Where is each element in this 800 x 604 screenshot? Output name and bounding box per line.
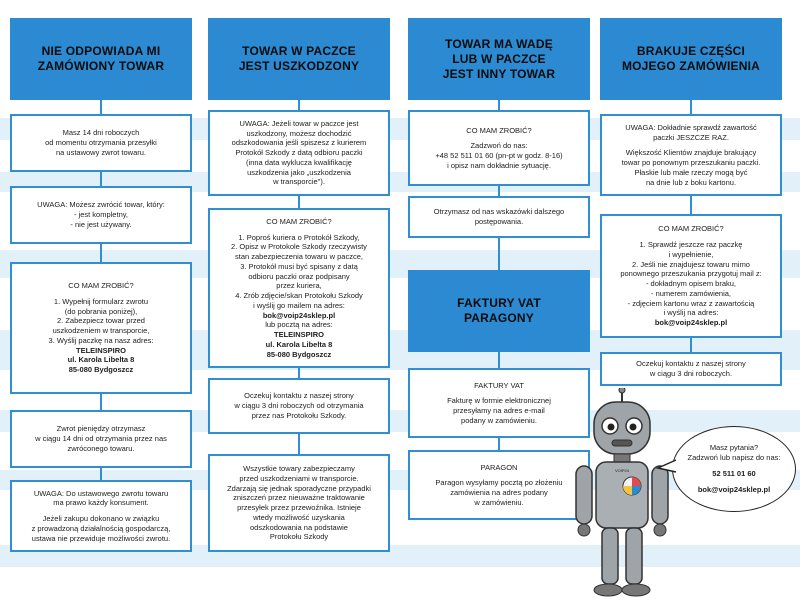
info-box: Oczekuj kontaktu z naszej strony w ciągu 3 dni roboczych.	[600, 352, 782, 386]
robot-mascot	[572, 388, 672, 600]
robot-badge: VOIP24	[614, 468, 630, 473]
contact-phone[interactable]: 52 511 01 60	[712, 469, 756, 478]
contact-email[interactable]: bok@voip24sklep.pl	[697, 485, 771, 495]
info-box: Oczekuj kontaktu z naszej strony w ciągu 3 dni roboczych od otrzymania przez nas Protokołu Szkody.	[208, 378, 390, 434]
info-box: Otrzymasz od nas wskazówki dalszego postępowania.	[408, 196, 590, 238]
info-box: Wszystkie towary zabezpieczamy przed uszkodzeniami w transporcie. Zdarzają się jednak sporadyczne przypadki zniszczeń przez nieuważne traktowanie przesyłek przez przewoźnika. Istnieje wtedy możliwość uzyskania odszkodowania na podstawie Protokołu Szkody	[208, 454, 390, 552]
column-header: TOWAR W PACZCE JEST USZKODZONY	[208, 18, 390, 100]
warning-box: UWAGA: Jeżeli towar w paczce jest uszkodzony, możesz dochodzić odszkodowania jeśli spiszesz z kurierem Protokół Szkody z datą odbioru paczki (inna data wyklucza kwalifikację uszkodzenia jako „uszkodzenia w transporcie").	[208, 110, 390, 196]
info-box: UWAGA: Do ustawowego zwrotu towaru ma prawo każdy konsument. Jeżeli zakupu dokonano w związku z prowadzoną działalnością gospodarczą, ustawa nie przewiduje możliwości zwrotu.	[10, 480, 192, 552]
column-header: BRAKUJE CZĘŚCI MOJEGO ZAMÓWIENIA	[600, 18, 782, 100]
info-box: Zwrot pieniędzy otrzymasz w ciągu 14 dni od otrzymania przez nas zwróconego towaru.	[10, 410, 192, 468]
column-header: TOWAR MA WADĘ LUB W PACZCE JEST INNY TOWAR	[408, 18, 590, 100]
steps-box: CO MAM ZROBIĆ? 1. Poproś kuriera o Protokół Szkody, 2. Opisz w Protokole Szkody rzeczywisty stan zabezpieczenia towaru w paczce, 3. Protokół musi być spisany z datą odbioru paczki oraz podpisany przez kuriera, 4. Zrób zdjęcie/skan Protokołu Szkody i wyślij go mailem na adres: bok@voip24sklep.pl lub pocztą na adres: TELEINSPIRO ul. Karola Libelta 8 85-080 Bydgoszcz	[208, 208, 390, 368]
invoices-header: FAKTURY VAT PARAGONY	[408, 270, 590, 352]
steps-box: CO MAM ZROBIĆ? 1. Sprawdź jeszcze raz paczkę i wypełnienie, 2. Jeśli nie znajdujesz towaru mimo ponownego przeszukania przygotuj mail z: - dokładnym opisem braku, - numerem zamówienia, - zdjęciem kartonu wraz z zawartością i wyślij na adres: bok@voip24sklep.pl	[600, 214, 782, 338]
column-header: NIE ODPOWIADA MI ZAMÓWIONY TOWAR	[10, 18, 192, 100]
contact-bubble	[672, 426, 796, 512]
steps-box: CO MAM ZROBIĆ? 1. Wypełnij formularz zwrotu (do pobrania poniżej), 2. Zabezpiecz towar przed uszkodzeniem w transporcie, 3. Wyślij paczkę na nasz adres: TELEINSPIRO ul. Karola Libelta 8 85-080 Bydgoszcz	[10, 262, 192, 394]
bubble-line: Zadzwoń lub napisz do nas:	[687, 452, 781, 462]
invoice-box: FAKTURY VAT Fakturę w formie elektronicznej przesyłamy na adres e-mail podany w zamówieniu.	[408, 368, 590, 438]
receipt-box: PARAGON Paragon wysyłamy pocztą po złożeniu zamówienia na adres podany w zamówieniu.	[408, 450, 590, 520]
steps-box: CO MAM ZROBIĆ? Zadzwoń do nas: +48 52 511 01 60 (pn-pt w godz. 8-16) i opisz nam dokładnie sytuację.	[408, 110, 590, 186]
bubble-line: Masz pytania?	[709, 442, 759, 452]
bubble-tail	[656, 458, 678, 476]
info-box: Masz 14 dni roboczych od momentu otrzymania przesyłki na ustawowy zwrot towaru.	[10, 114, 192, 172]
warning-box: UWAGA: Dokładnie sprawdź zawartość paczki JESZCZE RAZ. Większość Klientów znajduje brakujący towar po ponownym przeszukaniu paczki. Płaskie lub małe rzeczy mogą być na dnie lub z boku kartonu.	[600, 114, 782, 196]
info-box: UWAGA: Możesz zwrócić towar, który: - jest kompletny, - nie jest używany.	[10, 186, 192, 244]
